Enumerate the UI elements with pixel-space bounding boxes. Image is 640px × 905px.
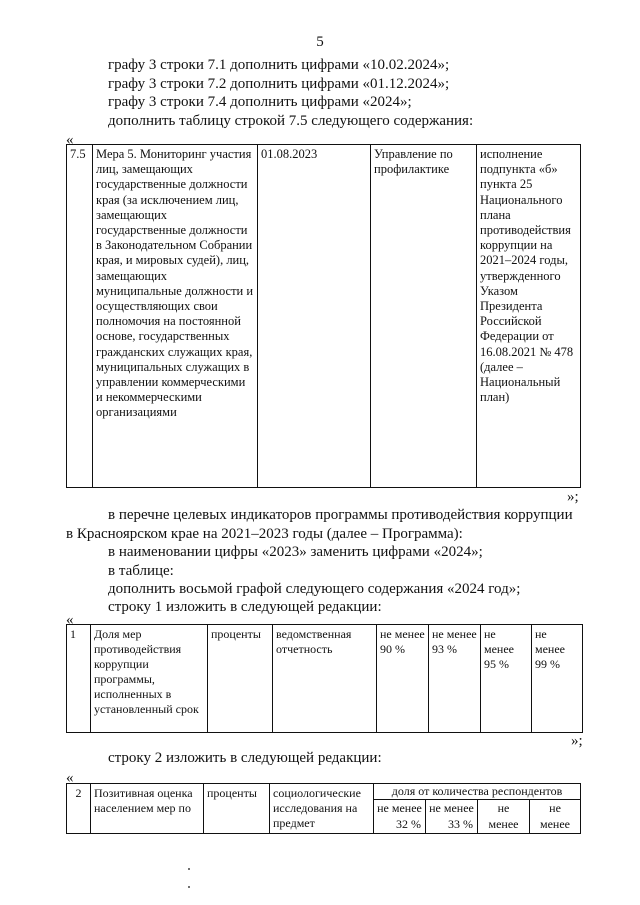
- intro-line-4: дополнить таблицу строкой 7.5 следующего содержания:: [108, 113, 474, 129]
- table-row-7-5: [66, 144, 581, 488]
- middle-item-4: строку 1 изложить в следующей редакции:: [108, 599, 382, 615]
- indicator-name-cell: Доля мер противодействия коррупции программы, исполненных в установленный срок: [91, 625, 208, 733]
- value-top-cell: не: [478, 800, 530, 818]
- row-number-cell: 1: [67, 625, 91, 733]
- value-top-cell: не менее: [426, 800, 478, 818]
- page-number: 5: [316, 34, 324, 50]
- respondents-header-cell: доля от количества респондентов: [374, 784, 581, 800]
- intro-line-3: графу 3 строки 7.4 дополнить цифрами «2024»;: [108, 94, 412, 110]
- value-bottom-cell: менее: [530, 817, 581, 834]
- value-cell: не менее 90 %: [377, 625, 429, 733]
- open-quote-2: «: [66, 612, 74, 628]
- date-cell: 01.08.2023: [258, 145, 371, 488]
- value-top-cell: не: [530, 800, 581, 818]
- scan-speck: [188, 886, 190, 888]
- table-row-2: [66, 783, 581, 834]
- middle-item-3: дополнить восьмой графой следующего содержания «2024 год»;: [108, 581, 521, 597]
- indicator-name-cell: Позитивная оценка населением мер по: [91, 784, 204, 834]
- source-cell: социологические исследования на предмет: [270, 784, 374, 834]
- measure-cell: Мера 5. Мониторинг участия лиц, замещающих государственные должности края (за исключением лиц, замещающих государственные должности в Законодательном Собрании края, и мировых судей), лиц, замещающих муниципальные должности и осуществляющих свои полномочия на постоянной основе, государственных гражданских служащих края, муниципальных служащих в управлении коммерческими и некоммерческими организациями: [93, 145, 258, 488]
- scan-speck: [188, 868, 190, 870]
- intro-line-2: графу 3 строки 7.2 дополнить цифрами «01.12.2024»;: [108, 76, 450, 92]
- open-quote-3: «: [66, 770, 74, 786]
- unit-cell: проценты: [208, 625, 273, 733]
- responsible-cell: Управление по профилактике: [371, 145, 477, 488]
- row-number-cell: 2: [67, 784, 91, 834]
- table-row-1: [66, 624, 583, 733]
- value-cell: не менее 95 %: [481, 625, 532, 733]
- value-bottom-cell: менее: [478, 817, 530, 834]
- unit-cell: проценты: [204, 784, 270, 834]
- intro-line-1: графу 3 строки 7.1 дополнить цифрами «10.02.2024»;: [108, 57, 450, 73]
- middle-para-line-1: в перечне целевых индикаторов программы противодействия коррупции: [108, 507, 573, 523]
- value-cell: не менее 93 %: [429, 625, 481, 733]
- source-cell: ведомственная отчетность: [273, 625, 377, 733]
- middle-para-line-2: в Красноярском крае на 2021–2023 годы (далее – Программа):: [66, 526, 463, 542]
- value-top-cell: не менее: [374, 800, 426, 818]
- basis-cell: исполнение подпункта «б» пункта 25 Национального плана противодействия коррупции на 2021–2024 годы, утвержденного Указом Президента Российской Федерации от 16.08.2021 № 478 (далее – Национальный план): [477, 145, 581, 488]
- row-number-cell: 7.5: [67, 145, 93, 488]
- value-bottom-cell: 33 %: [426, 817, 478, 834]
- open-quote-1: «: [66, 132, 74, 148]
- middle-item-2: в таблице:: [108, 563, 174, 579]
- value-cell: не менее 99 %: [532, 625, 583, 733]
- value-bottom-cell: 32 %: [374, 817, 426, 834]
- middle-item-1: в наименовании цифры «2023» заменить цифрами «2024»;: [108, 544, 483, 560]
- close-quote-1: »;: [567, 489, 579, 505]
- close-quote-2: »;: [571, 733, 583, 749]
- row2-intro: строку 2 изложить в следующей редакции:: [108, 750, 382, 766]
